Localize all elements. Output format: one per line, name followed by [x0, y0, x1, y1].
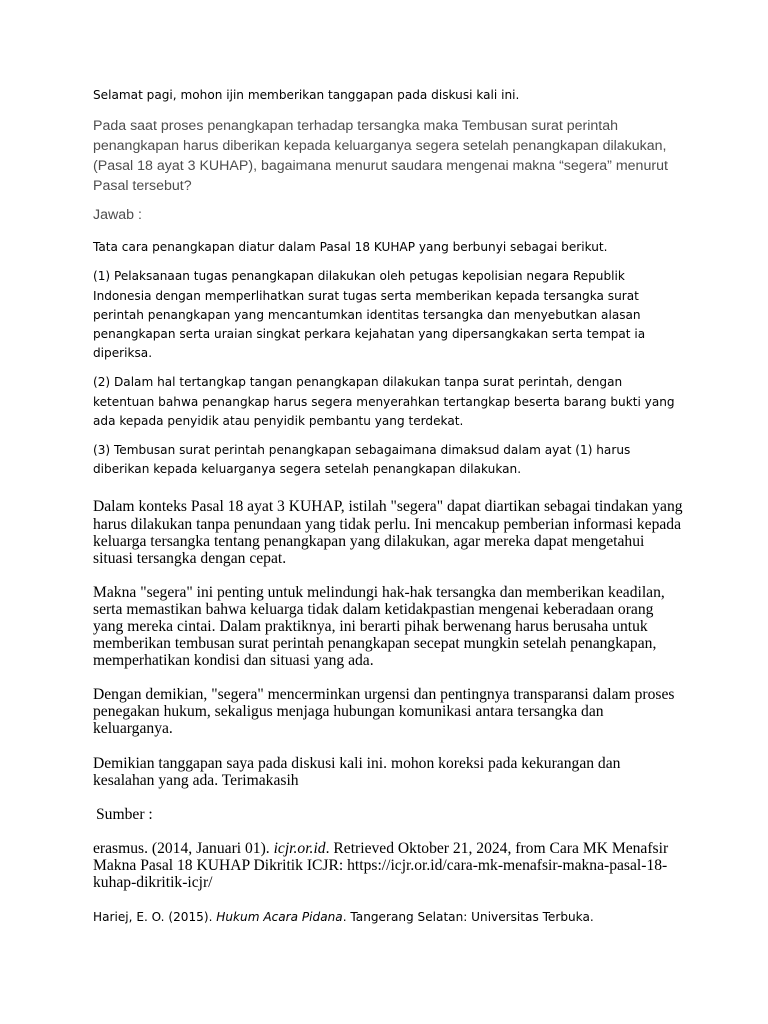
clause-1: (1) Pelaksanaan tugas penangkapan dilakukan oleh petugas kepolisian negara Republik Indonesia dengan memperlihatkan surat tugas serta memberikan kepada tersangka surat perintah penangkapan yang mencantumkan identitas tersangka dan menyebutkan alasan penangkapan serta uraian singkat perkara kejahatan yang dipersangkakan serta tempat ia diperiksa. — [93, 269, 646, 361]
source-2-rest: . Tangerang Selatan: Universitas Terbuka. — [342, 910, 594, 925]
source-1-site: icjr.or.id — [273, 839, 326, 857]
source-1 — [93, 840, 683, 891]
source-1-rest: . Retrieved Oktober 21, 2024, from Cara MK Menafsir Makna Pasal 18 KUHAP Dikritik ICJR: https://icjr.or.id/cara-mk-menafsir-makna-pasal-18-kuhap-dikritik-icjr/ — [93, 839, 669, 892]
clause-3: (3) Tembusan surat perintah penangkapan sebagaimana dimaksud dalam ayat (1) harus diberikan kepada keluarganya segera setelah penangkapan dilakukan. — [93, 443, 631, 477]
paragraph-3: Dengan demikian, "segera" mencerminkan urgensi dan pentingnya transparansi dalam proses penegakan hukum, sekaligus menjaga hubungan komunikasi antara tersangka dan keluarganya. — [93, 686, 675, 738]
clause-2: (2) Dalam hal tertangkap tangan penangkapan dilakukan tanpa surat perintah, dengan ketentuan bahwa penangkap harus segera menyerahkan tertangkap beserta barang bukti yang ada kepada penyidik atau penyidik pembantu yang terdekat. — [93, 375, 675, 428]
paragraph-2: Makna "segera" ini penting untuk melindungi hak-hak tersangka dan memberikan keadilan, serta memastikan bahwa keluarga tidak dalam ketidakpastian mengenai keberadaan orang yang mereka cintai. Dalam praktiknya, ini berarti pihak berwenang harus berusaha untuk memberikan tembusan surat perintah penangkapan secepat mungkin setelah penangkapan, memperhatikan kondisi dan situasi yang ada. — [93, 583, 665, 670]
document-body — [93, 86, 683, 927]
source-1-prefix: erasmus. (2014, Januari 01). — [93, 839, 274, 857]
intro-text: Tata cara penangkapan diatur dalam Pasal 18 KUHAP yang berbunyi sebagai berikut. — [93, 240, 608, 255]
paragraph-1: Dalam konteks Pasal 18 ayat 3 KUHAP, istilah "segera" dapat diartikan sebagai tindakan yang harus dilakukan tanpa penundaan yang tidak perlu. Ini mencakup pemberian informasi kepada keluarga tersangka tentang penangkapan yang dilakukan, agar mereka dapat mengetahui situasi tersangka dengan cepat. — [93, 498, 683, 567]
source-2-title: Hukum Acara Pidana — [216, 910, 343, 925]
answer-label: Jawab : — [93, 207, 142, 224]
greeting-text: Selamat pagi, mohon ijin memberikan tanggapan pada diskusi kali ini. — [93, 88, 520, 102]
paragraph-4: Demikian tanggapan saya pada diskusi kali ini. mohon koreksi pada kekurangan dan kesalahan yang ada. Terimakasih — [93, 754, 621, 789]
source-2-prefix: Hariej, E. O. (2015). — [93, 910, 217, 925]
source-2 — [93, 908, 683, 927]
question-text: Pada saat proses penangkapan terhadap tersangka maka Tembusan surat perintah penangkapan harus diberikan kepada keluarganya segera setelah penangkapan dilakukan, (Pasal 18 ayat 3 KUHAP), bagaimana menurut saudara mengenai makna “segera” menurut Pasal tersebut? — [93, 118, 668, 194]
sources-label: Sumber : — [96, 805, 153, 823]
